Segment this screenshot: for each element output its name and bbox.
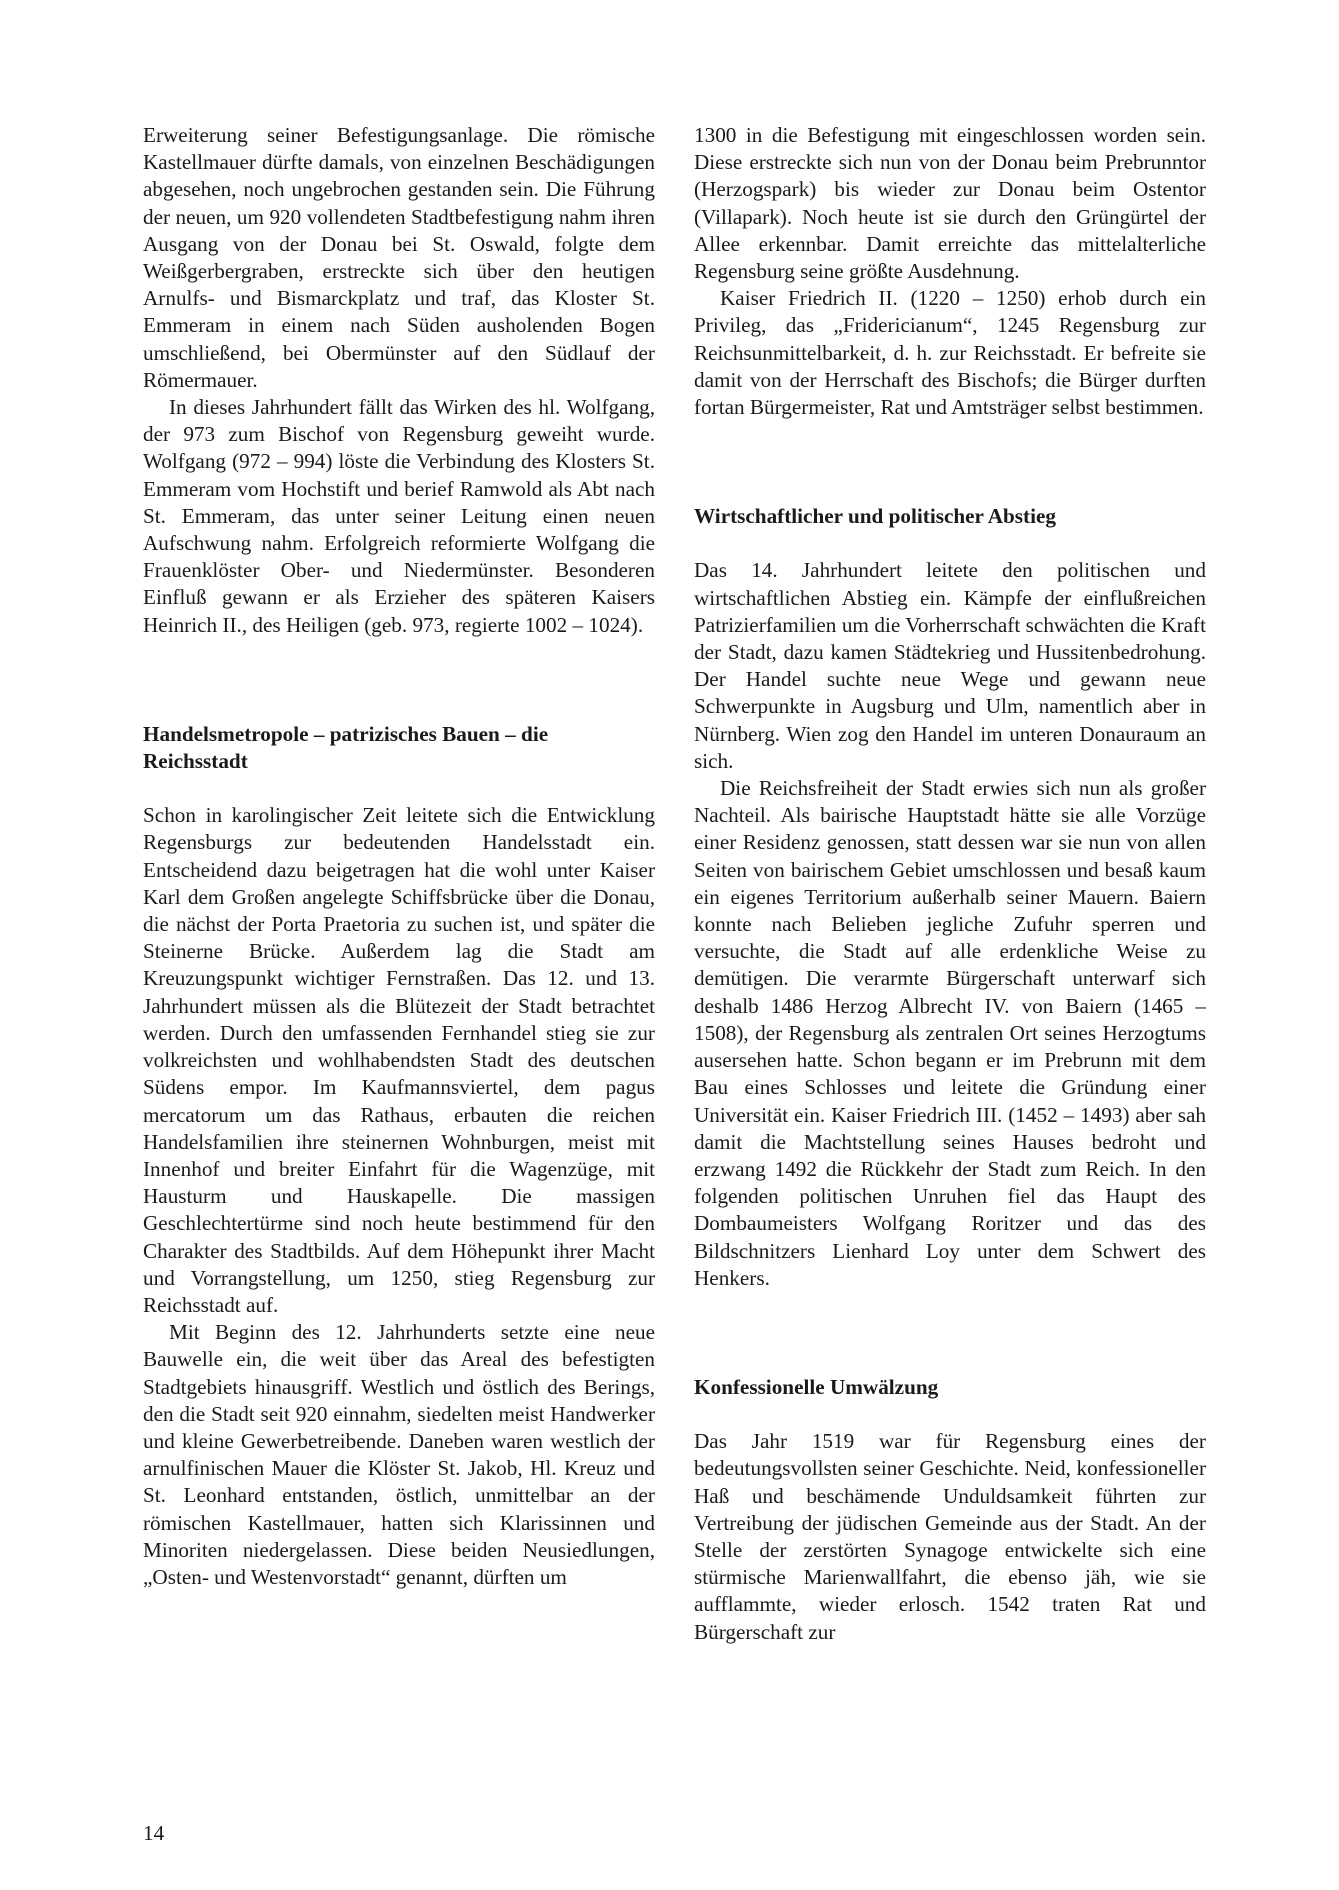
left-column xyxy=(143,122,655,1591)
paragraph: Erweiterung seiner Befestigungsanlage. Die römische Kastellmauer dürfte damals, von einzelnen Beschädigungen abgesehen, noch ungebrochen gestanden sein. Die Führung der neuen, um 920 vollendeten Stadtbefestigung nahm ihren Ausgang von der Donau bei St. Oswald, folgte dem Weißgerbergraben, erstreckte sich über den heutigen Arnulfs- und Bismarckplatz und traf, das Kloster St. Emmeram in einem nach Süden ausholenden Bogen umschließend, bei Obermünster auf den Südlauf der Römermauer. xyxy=(143,123,655,392)
right-column xyxy=(694,122,1206,1646)
section-heading: Handelsmetropole – patrizisches Bauen – die Reichsstadt xyxy=(143,721,549,774)
paragraph: Das Jahr 1519 war für Regensburg eines der bedeutungsvollsten seiner Geschichte. Neid, konfessioneller Haß und beschämende Unduldsamkeit führten zur Vertreibung der jüdischen Gemeinde aus der Stadt. An der Stelle der zerstörten Synagoge entwickelte sich eine stürmische Marienwallfahrt, die ebenso jäh, wie sie aufflammte, wieder erlosch. 1542 traten Rat und Bürgerschaft zur xyxy=(694,1429,1206,1644)
section-heading: Konfessionelle Umwälzung xyxy=(694,1374,939,1399)
paragraph: Kaiser Friedrich II. (1220 – 1250) erhob durch ein Privileg, das „Fridericianum“, 1245 Regensburg zur Reichsunmittelbarkeit, d. h. zur Reichsstadt. Er befreite sie damit von der Herrschaft des Bischofs; die Bürger durften fortan Bürgermeister, Rat und Amtsträger selbst bestimmen. xyxy=(694,286,1206,420)
page-number: 14 xyxy=(143,1821,165,1845)
paragraph: Das 14. Jahrhundert leitete den politischen und wirtschaftlichen Abstieg ein. Kämpfe der einflußreichen Patrizierfamilien um die Vorherrschaft schwächten die Kraft der Stadt, dazu kamen Städtekrieg und Hussitenbedrohung. Der Handel suchte neue Wege und gewann neue Schwerpunkte in Augsburg und Ulm, namentlich aber in Nürnberg. Wien zog den Handel im unteren Donauraum an sich. xyxy=(694,558,1206,773)
paragraph: 1300 in die Befestigung mit eingeschlossen worden sein. Diese erstreckte sich nun von der Donau beim Prebrunntor (Herzogspark) bis wieder zur Donau beim Ostentor (Villapark). Noch heute ist sie durch den Grüngürtel der Allee erkennbar. Damit erreichte das mittelalterliche Regensburg seine größte Ausdehnung. xyxy=(694,123,1206,284)
section-heading: Wirtschaftlicher und politischer Abstieg xyxy=(694,504,1056,529)
paragraph: Schon in karolingischer Zeit leitete sich die Entwicklung Regensburgs zur bedeutenden Handelsstadt ein. Entscheidend dazu beigetragen hat die wohl unter Kaiser Karl dem Großen angelegte Schiffsbrücke über die Donau, die nächst der Porta Praetoria zu suchen ist, und später die Steinerne Brücke. Außerdem lag die Stadt am Kreuzungspunkt wichtiger Fernstraßen. Das 12. und 13. Jahrhundert müssen als die Blütezeit der Stadt betrachtet werden. Durch den umfassenden Fernhandel stieg sie zur volkreichsten und wohlhabendsten Stadt des deutschen Südens empor. Im Kaufmannsviertel, dem pagus mercatorum um das Rathaus, erbauten die reichen Handelsfamilien ihre steinernen Wohnburgen, meist mit Innenhof und breiter Einfahrt für die Wagenzüge, mit Hausturm und Hauskapelle. Die massigen Geschlechtertürme sind noch heute bestimmend für den Charakter des Stadtbilds. Auf dem Höhepunkt ihrer Macht und Vorrangstellung, um 1250, stieg Regensburg zur Reichsstadt auf. xyxy=(143,803,655,1317)
paragraph: Die Reichsfreiheit der Stadt erwies sich nun als großer Nachteil. Als bairische Hauptstadt hätte sie alle Vorzüge einer Residenz genossen, statt dessen war sie nun von allen Seiten von bairischem Gebiet umschlossen und besaß kaum ein eigenes Territorium außerhalb seiner Mauern. Baiern konnte nach Belieben jegliche Zufuhr sperren und versuchte, die Stadt auf alle erdenkliche Weise zu demütigen. Die verarmte Bürgerschaft unterwarf sich deshalb 1486 Herzog Albrecht IV. von Baiern (1465 – 1508), der Regensburg als zentralen Ort seines Herzogtums ausersehen hatte. Schon begann er im Prebrunn mit dem Bau eines Schlosses und leitete die Gründung einer Universität ein. Kaiser Friedrich III. (1452 – 1493) aber sah damit die Machtstellung seines Hauses bedroht und erzwang 1492 die Rückkehr der Stadt zum Reich. In den folgenden politischen Unruhen fiel das Haupt des Dombaumeisters Wolfgang Roritzer und das des Bildschnitzers Lienhard Loy unter dem Schwert des Henkers. xyxy=(694,776,1206,1290)
paragraph: In dieses Jahrhundert fällt das Wirken des hl. Wolfgang, der 973 zum Bischof von Regensburg geweiht wurde. Wolfgang (972 – 994) löste die Verbindung des Klosters St. Emmeram vom Hochstift und berief Ramwold als Abt nach St. Emmeram, das unter seiner Leitung einen neuen Aufschwung nahm. Erfolgreich reformierte Wolfgang die Frauenklöster Ober- und Niedermünster. Besonderen Einfluß gewann er als Erzieher des späteren Kaisers Heinrich II., des Heiligen (geb. 973, regierte 1002 – 1024). xyxy=(143,395,655,637)
paragraph: Mit Beginn des 12. Jahrhunderts setzte eine neue Bauwelle ein, die weit über das Areal des befestigten Stadtgebiets hinausgriff. Westlich und östlich des Berings, den die Stadt seit 920 einnahm, siedelten meist Handwerker und kleine Gewerbetreibende. Daneben waren westlich der arnulfinischen Mauer die Klöster St. Jakob, Hl. Kreuz und St. Leonhard entstanden, östlich, unmittelbar an der römischen Kastellmauer, hatten sich Klarissinnen und Minoriten niedergelassen. Diese beiden Neusiedlungen, „Osten- und Westenvorstadt“ genannt, dürften um xyxy=(143,1320,655,1589)
